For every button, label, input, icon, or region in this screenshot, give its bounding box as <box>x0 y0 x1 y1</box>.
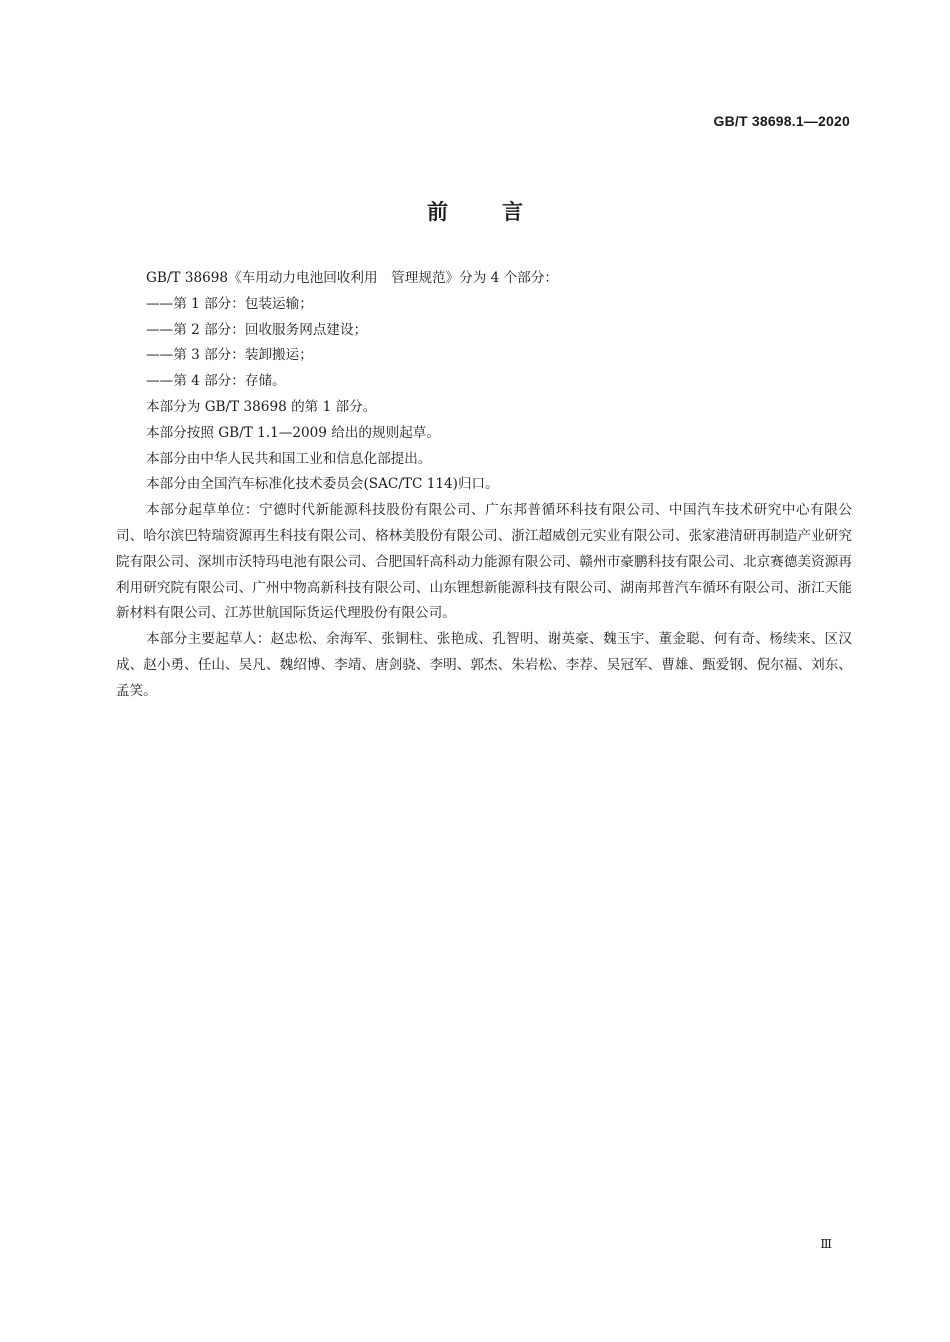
list-item-part-4: ——第 4 部分：存储。 <box>146 373 286 390</box>
standard-code: GB/T 38698.1—2020 <box>713 113 850 129</box>
page-title: 前言 <box>427 200 577 224</box>
paragraph-administrator: 本部分由全国汽车标准化技术委员会(SAC/TC 114)归口。 <box>146 476 499 493</box>
list-item-part-3: ——第 3 部分：装卸搬运； <box>146 347 313 364</box>
list-item-part-2: ——第 2 部分：回收服务网点建设； <box>146 321 368 338</box>
paragraph-parts-intro: GB/T 38698《车用动力电池回收利用 管理规范》分为 4 个部分： <box>146 270 559 286</box>
document-body <box>116 266 852 705</box>
paragraph-drafting-rules: 本部分按照 GB/T 1.1—2009 给出的规则起草。 <box>146 424 440 441</box>
list-item-part-1: ——第 1 部分：包装运输； <box>146 295 313 312</box>
paragraph-drafters: 本部分主要起草人：赵忠松、余海军、张铜柱、张艳成、孔智明、谢英豪、魏玉宇、董金聪、何有奇、杨续来、区汉成、赵小勇、任山、吴凡、魏绍博、李靖、唐剑骁、李明、郭杰、朱岩松、李荐、吴冠军、曹雄、甄爱钢、倪尔福、刘东、孟笑。 <box>116 631 852 699</box>
paragraph-proposer: 本部分由中华人民共和国工业和信息化部提出。 <box>146 450 432 467</box>
paragraph-drafting-units: 本部分起草单位：宁德时代新能源科技股份有限公司、广东邦普循环科技有限公司、中国汽车技术研究中心有限公司、哈尔滨巴特瑞资源再生科技有限公司、格林美股份有限公司、浙江超威创元实业有限公司、张家港清研再制造产业研究院有限公司、深圳市沃特玛电池有限公司、合肥国轩高科动力能源有限公司、赣州市豪鹏科技有限公司、北京赛德美资源再利用研究院有限公司、广州中物高新科技有限公司、山东锂想新能源科技有限公司、湖南邦普汽车循环有限公司、浙江天能新材料有限公司、江苏世航国际货运代理股份有限公司。 <box>116 502 852 622</box>
paragraph-part-scope: 本部分为 GB/T 38698 的第 1 部分。 <box>146 398 377 415</box>
page-number: Ⅲ <box>820 1237 832 1251</box>
